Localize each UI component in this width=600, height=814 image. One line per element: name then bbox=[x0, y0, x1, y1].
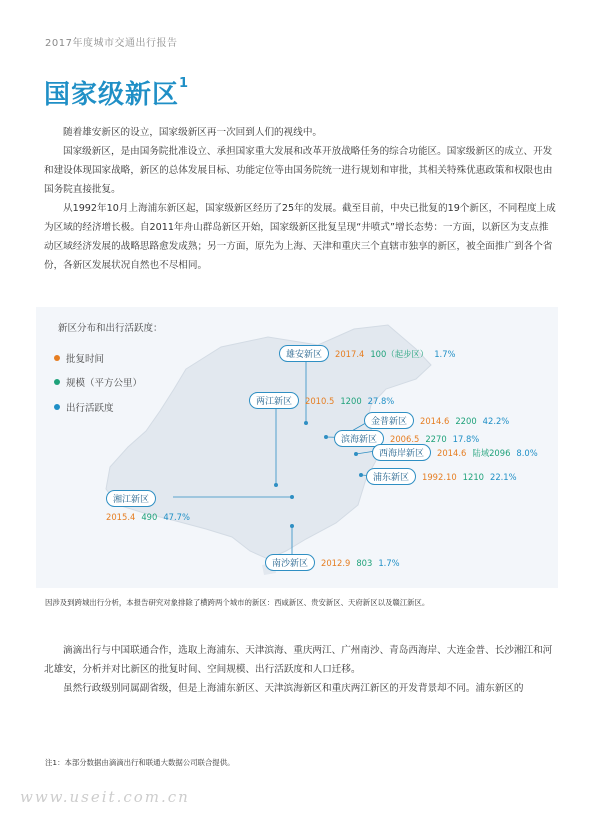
zone-date: 2015.4 bbox=[106, 512, 136, 522]
intro-paragraph: 随着雄安新区的设立，国家级新区再一次回到人们的视线中。 bbox=[63, 127, 323, 138]
zone-date: 2014.6 bbox=[437, 448, 467, 458]
zone-area: 803 bbox=[356, 558, 373, 568]
zone-activity: 42.2% bbox=[482, 416, 510, 426]
liangjiang-marker bbox=[274, 483, 278, 487]
zone-date: 2012.9 bbox=[321, 558, 351, 568]
xiongan-marker bbox=[304, 421, 308, 425]
blue-dot-icon bbox=[54, 404, 60, 410]
new-zone-map-figure bbox=[36, 307, 558, 588]
zone-liangjiang bbox=[249, 392, 394, 409]
zone-xiongan bbox=[279, 345, 455, 362]
footnote: 注1：本部分数据由滴滴出行和联通大数据公司联合提供。 bbox=[45, 758, 235, 767]
analysis-paragraph: 滴滴出行与中国联通合作，选取上海浦东、天津滨海、重庆两江、广州南沙、青岛西海岸、大连金普、长沙湘江和河北雄安，分析并对比新区的批复时间、空间规模、出行活跃度和人口迁移。 bbox=[44, 645, 553, 675]
xihaian-marker bbox=[354, 452, 358, 456]
analysis-paragraph: 虽然行政级别同属副省级，但是上海浦东新区、天津滨海新区和重庆两江新区的开发背景却不同。浦东新区的 bbox=[63, 683, 524, 694]
zone-activity: 22.1% bbox=[489, 472, 517, 482]
report-header: 2017年度城市交通出行报告 bbox=[45, 38, 178, 49]
zone-activity: 8.0% bbox=[516, 448, 538, 458]
legend-area bbox=[54, 375, 142, 389]
zone-jinpu bbox=[364, 412, 509, 429]
intro-paragraph: 国家级新区，是由国务院批准设立、承担国家重大发展和改革开放战略任务的综合功能区。国家级新区的成立、开发和建设体现国家战略，新区的总体发展目标、功能定位等由国务院统一进行规划和审批，其相关特殊优惠政策和权限也由国务院直接批复。 bbox=[44, 146, 553, 195]
zone-area: 陆域2096 bbox=[472, 448, 511, 458]
zone-activity: 1.7% bbox=[378, 558, 400, 568]
zone-nansha bbox=[265, 554, 400, 571]
zone-area: 100（起步区） bbox=[370, 349, 429, 359]
zone-xihaian bbox=[372, 444, 538, 461]
zone-name-tag: 南沙新区 bbox=[265, 554, 315, 571]
zone-name-tag: 西海岸新区 bbox=[372, 444, 431, 461]
zone-date: 2017.4 bbox=[335, 349, 365, 359]
page-title bbox=[44, 74, 189, 111]
zone-activity: 47.7% bbox=[163, 512, 190, 522]
legend-approval-date bbox=[54, 351, 104, 365]
legend-label: 批复时间 bbox=[66, 354, 105, 365]
legend-activity bbox=[54, 400, 114, 414]
zone-name-tag: 两江新区 bbox=[249, 392, 299, 409]
zone-name-tag: 滨海新区 bbox=[334, 430, 384, 447]
zone-name-tag: 雄安新区 bbox=[279, 345, 329, 362]
zone-name-tag: 金普新区 bbox=[364, 412, 414, 429]
zone-date: 1992.10 bbox=[422, 472, 457, 482]
zone-name-tag: 湘江新区 bbox=[106, 490, 156, 507]
figure-caption: 因涉及到跨城出行分析，本报告研究对象排除了横跨两个城市的新区：西咸新区、贵安新区、天府新区以及赣江新区。 bbox=[45, 598, 430, 607]
figure-heading: 新区分布和出行活跃度： bbox=[58, 323, 163, 334]
zone-date: 2006.5 bbox=[390, 434, 420, 444]
zone-area: 1200 bbox=[340, 396, 362, 406]
zone-activity: 1.7% bbox=[434, 349, 456, 359]
zone-name-tag: 浦东新区 bbox=[366, 468, 416, 485]
zone-xiangjiang bbox=[106, 490, 190, 522]
zone-date: 2014.6 bbox=[420, 416, 450, 426]
orange-dot-icon bbox=[54, 355, 60, 361]
pudong-marker bbox=[359, 473, 363, 477]
footnote-ref: 1 bbox=[179, 76, 190, 92]
green-dot-icon bbox=[54, 379, 60, 385]
nansha-marker bbox=[290, 524, 294, 528]
binhai-marker bbox=[324, 435, 328, 439]
zone-area: 2200 bbox=[455, 416, 477, 426]
zone-area: 1210 bbox=[462, 472, 484, 482]
analysis-text bbox=[44, 641, 556, 698]
zone-activity: 27.8% bbox=[367, 396, 395, 406]
watermark: www.useit.com.cn bbox=[20, 788, 190, 806]
zone-date: 2010.5 bbox=[305, 396, 335, 406]
legend-label: 出行活跃度 bbox=[66, 403, 114, 414]
zone-pudong bbox=[366, 468, 517, 485]
xiangjiang-marker bbox=[290, 495, 294, 499]
zone-area: 2270 bbox=[425, 434, 447, 444]
zone-values bbox=[106, 512, 190, 522]
legend-label: 规模（平方公里） bbox=[66, 378, 143, 389]
intro-text bbox=[44, 123, 556, 275]
zone-area: 490 bbox=[141, 512, 158, 522]
intro-paragraph: 从1992年10月上海浦东新区起，国家级新区经历了25年的发展。截至目前，中央已批复的19个新区，不同程度上成为区域的经济增长极。自2011年舟山群岛新区开始，国家级新区批复呈现“井喷式”增长态势：一方面，以新区为支点推动区域经济发展的战略思路愈发成熟；另一方面，原先为上海、天津和重庆三个直辖市独享的新区，被全面推广到各个省份，各新区发展状况自然也不尽相同。 bbox=[44, 203, 556, 271]
zone-activity: 17.8% bbox=[452, 434, 480, 444]
page-title-text: 国家级新区 bbox=[44, 80, 180, 110]
